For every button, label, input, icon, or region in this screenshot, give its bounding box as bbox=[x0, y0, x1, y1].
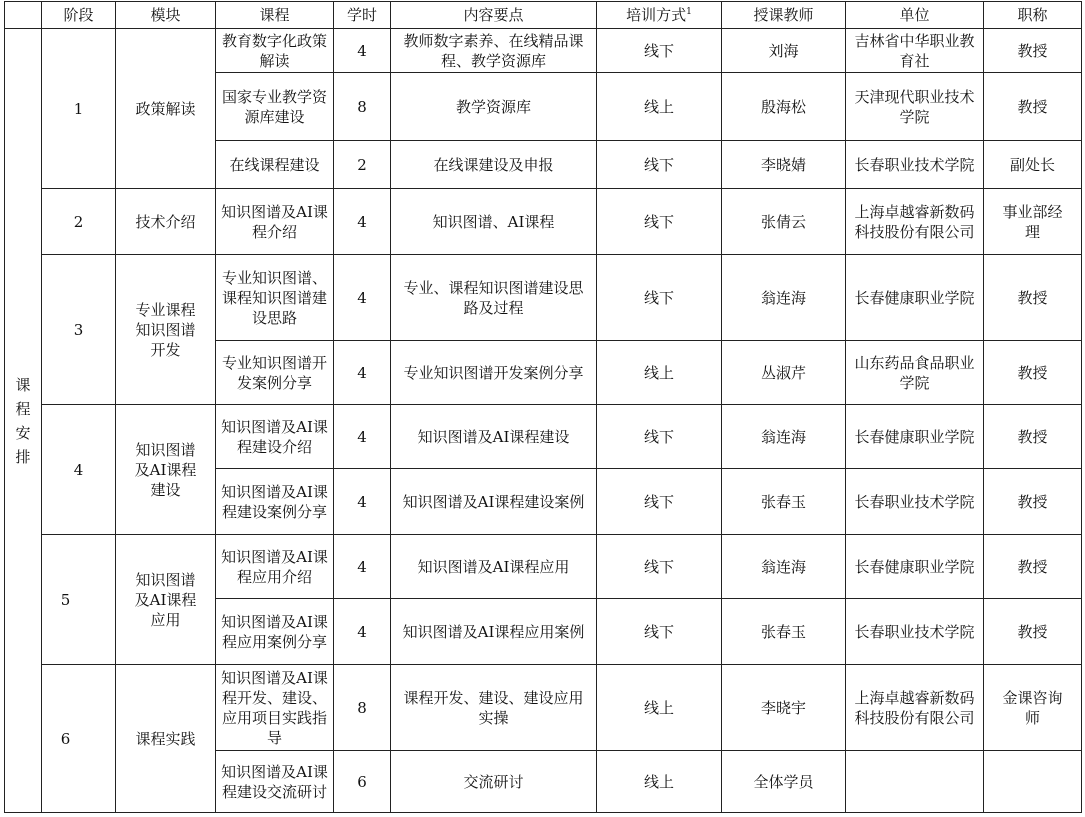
title-cell: 教授 bbox=[984, 29, 1082, 73]
teacher-cell: 张春玉 bbox=[722, 599, 846, 665]
mode-cell: 线下 bbox=[597, 141, 722, 189]
title-cell: 教授 bbox=[984, 535, 1082, 599]
content-cell: 课程开发、建设、建设应用实操 bbox=[391, 665, 597, 751]
content-cell: 知识图谱、AI课程 bbox=[391, 189, 597, 255]
stage-cell: 1 bbox=[42, 29, 116, 189]
hours-cell: 4 bbox=[334, 29, 391, 73]
header-hours: 学时 bbox=[334, 2, 391, 29]
hours-cell: 4 bbox=[334, 341, 391, 405]
unit-cell bbox=[846, 751, 984, 813]
course-cell: 知识图谱及AI课程建设介绍 bbox=[216, 405, 334, 469]
header-corner bbox=[5, 2, 42, 29]
table-row bbox=[5, 665, 1082, 751]
course-cell: 知识图谱及AI课程建设案例分享 bbox=[216, 469, 334, 535]
teacher-cell: 翁连海 bbox=[722, 535, 846, 599]
teacher-cell: 张春玉 bbox=[722, 469, 846, 535]
mode-cell: 线下 bbox=[597, 535, 722, 599]
header-mode bbox=[597, 2, 722, 29]
course-cell: 知识图谱及AI课程应用案例分享 bbox=[216, 599, 334, 665]
content-cell: 知识图谱及AI课程应用 bbox=[391, 535, 597, 599]
table-row bbox=[5, 255, 1082, 341]
header-mode-footnote: 1 bbox=[686, 7, 692, 17]
table-row bbox=[5, 535, 1082, 599]
mode-cell: 线上 bbox=[597, 751, 722, 813]
title-cell: 金课咨询师 bbox=[984, 665, 1082, 751]
mode-cell: 线上 bbox=[597, 665, 722, 751]
course-schedule-table bbox=[4, 1, 1082, 813]
mode-cell: 线下 bbox=[597, 29, 722, 73]
table-row bbox=[5, 189, 1082, 255]
hours-cell: 8 bbox=[334, 665, 391, 751]
hours-cell: 6 bbox=[334, 751, 391, 813]
title-cell: 教授 bbox=[984, 73, 1082, 141]
stage-cell: 2 bbox=[42, 189, 116, 255]
title-cell: 教授 bbox=[984, 469, 1082, 535]
module-cell: 政策解读 bbox=[116, 29, 216, 189]
content-cell: 交流研讨 bbox=[391, 751, 597, 813]
header-module: 模块 bbox=[116, 2, 216, 29]
header-content: 内容要点 bbox=[391, 2, 597, 29]
mode-cell: 线下 bbox=[597, 405, 722, 469]
title-cell: 教授 bbox=[984, 341, 1082, 405]
mode-cell: 线下 bbox=[597, 599, 722, 665]
table-row bbox=[5, 405, 1082, 469]
content-cell: 在线课建设及申报 bbox=[391, 141, 597, 189]
module-cell: 知识图谱及AI课程应用 bbox=[116, 535, 216, 665]
title-cell bbox=[984, 751, 1082, 813]
unit-cell: 上海卓越睿新数码科技股份有限公司 bbox=[846, 189, 984, 255]
teacher-cell: 翁连海 bbox=[722, 255, 846, 341]
header-title: 职称 bbox=[984, 2, 1082, 29]
mode-cell: 线上 bbox=[597, 341, 722, 405]
hours-cell: 8 bbox=[334, 73, 391, 141]
table-row bbox=[5, 29, 1082, 73]
header-mode-label: 培训方式 bbox=[626, 6, 687, 24]
side-label-text: 课程安排 bbox=[15, 375, 31, 466]
hours-cell: 4 bbox=[334, 189, 391, 255]
content-cell: 知识图谱及AI课程建设 bbox=[391, 405, 597, 469]
unit-cell: 长春健康职业学院 bbox=[846, 255, 984, 341]
header-course: 课程 bbox=[216, 2, 334, 29]
title-cell: 事业部经理 bbox=[984, 189, 1082, 255]
module-cell: 专业课程知识图谱开发 bbox=[116, 255, 216, 405]
header-unit: 单位 bbox=[846, 2, 984, 29]
module-cell: 知识图谱及AI课程建设 bbox=[116, 405, 216, 535]
course-cell: 知识图谱及AI课程应用介绍 bbox=[216, 535, 334, 599]
teacher-cell: 殷海松 bbox=[722, 73, 846, 141]
content-cell: 教学资源库 bbox=[391, 73, 597, 141]
content-cell: 教师数字素养、在线精品课程、教学资源库 bbox=[391, 29, 597, 73]
unit-cell: 长春职业技术学院 bbox=[846, 141, 984, 189]
course-cell: 知识图谱及AI课程建设交流研讨 bbox=[216, 751, 334, 813]
content-cell: 专业、课程知识图谱建设思路及过程 bbox=[391, 255, 597, 341]
hours-cell: 4 bbox=[334, 599, 391, 665]
unit-cell: 上海卓越睿新数码科技股份有限公司 bbox=[846, 665, 984, 751]
module-cell: 课程实践 bbox=[116, 665, 216, 813]
stage-cell: 3 bbox=[42, 255, 116, 405]
unit-cell: 长春健康职业学院 bbox=[846, 405, 984, 469]
side-label bbox=[5, 29, 42, 813]
schedule-body bbox=[5, 29, 1082, 813]
content-cell: 知识图谱及AI课程建设案例 bbox=[391, 469, 597, 535]
mode-cell: 线上 bbox=[597, 73, 722, 141]
unit-cell: 天津现代职业技术学院 bbox=[846, 73, 984, 141]
stage-cell: 6 bbox=[42, 665, 116, 813]
teacher-cell: 全体学员 bbox=[722, 751, 846, 813]
stage-cell: 5 bbox=[42, 535, 116, 665]
mode-cell: 线下 bbox=[597, 189, 722, 255]
teacher-cell: 李晓婧 bbox=[722, 141, 846, 189]
unit-cell: 山东药品食品职业学院 bbox=[846, 341, 984, 405]
hours-cell: 4 bbox=[334, 535, 391, 599]
course-cell: 教育数字化政策解读 bbox=[216, 29, 334, 73]
unit-cell: 吉林省中华职业教育社 bbox=[846, 29, 984, 73]
course-cell: 知识图谱及AI课程开发、建设、应用项目实践指导 bbox=[216, 665, 334, 751]
schedule-table-wrapper bbox=[4, 1, 1082, 813]
teacher-cell: 李晓宇 bbox=[722, 665, 846, 751]
header-teacher: 授课教师 bbox=[722, 2, 846, 29]
title-cell: 教授 bbox=[984, 255, 1082, 341]
teacher-cell: 刘海 bbox=[722, 29, 846, 73]
teacher-cell: 丛淑芹 bbox=[722, 341, 846, 405]
mode-cell: 线下 bbox=[597, 469, 722, 535]
unit-cell: 长春健康职业学院 bbox=[846, 535, 984, 599]
title-cell: 副处长 bbox=[984, 141, 1082, 189]
course-cell: 国家专业教学资源库建设 bbox=[216, 73, 334, 141]
course-cell: 专业知识图谱开发案例分享 bbox=[216, 341, 334, 405]
stage-cell: 4 bbox=[42, 405, 116, 535]
course-cell: 知识图谱及AI课程介绍 bbox=[216, 189, 334, 255]
hours-cell: 4 bbox=[334, 405, 391, 469]
course-cell: 在线课程建设 bbox=[216, 141, 334, 189]
header-stage: 阶段 bbox=[42, 2, 116, 29]
title-cell: 教授 bbox=[984, 599, 1082, 665]
hours-cell: 2 bbox=[334, 141, 391, 189]
course-cell: 专业知识图谱、课程知识图谱建设思路 bbox=[216, 255, 334, 341]
unit-cell: 长春职业技术学院 bbox=[846, 469, 984, 535]
title-cell: 教授 bbox=[984, 405, 1082, 469]
hours-cell: 4 bbox=[334, 255, 391, 341]
unit-cell: 长春职业技术学院 bbox=[846, 599, 984, 665]
module-cell: 技术介绍 bbox=[116, 189, 216, 255]
content-cell: 专业知识图谱开发案例分享 bbox=[391, 341, 597, 405]
header-row bbox=[5, 2, 1082, 29]
teacher-cell: 张倩云 bbox=[722, 189, 846, 255]
hours-cell: 4 bbox=[334, 469, 391, 535]
mode-cell: 线下 bbox=[597, 255, 722, 341]
teacher-cell: 翁连海 bbox=[722, 405, 846, 469]
content-cell: 知识图谱及AI课程应用案例 bbox=[391, 599, 597, 665]
